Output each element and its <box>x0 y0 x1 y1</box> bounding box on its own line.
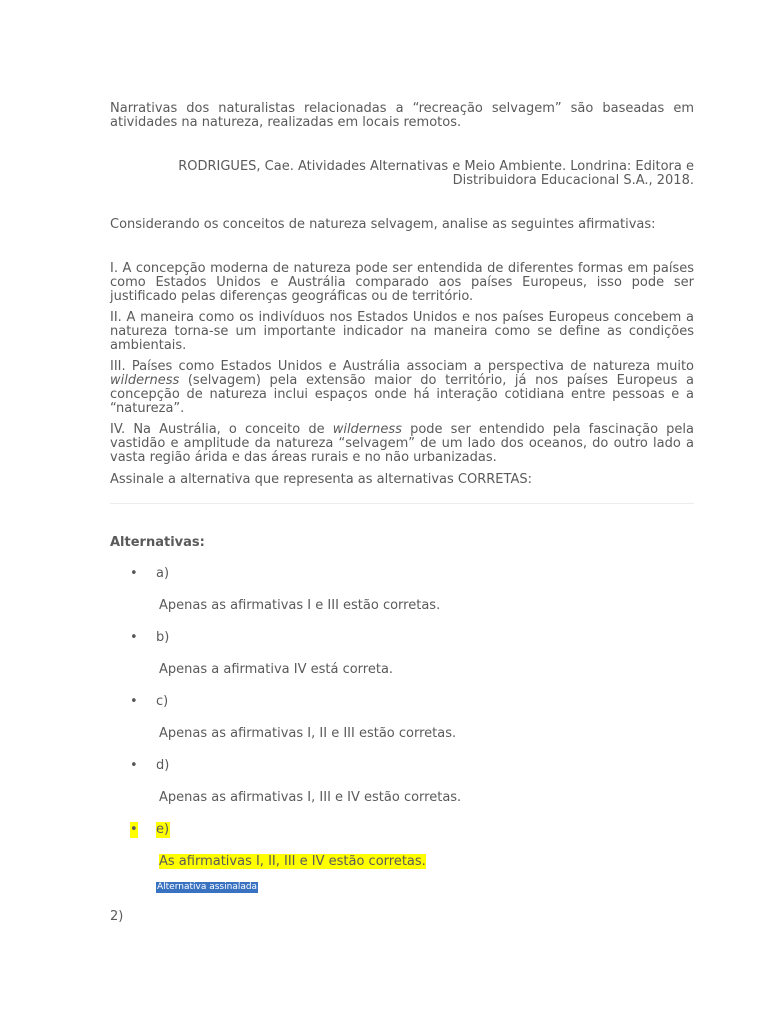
instruction-text: Assinale a alternativa que representa as alternativas CORRETAS: <box>110 472 532 487</box>
statement-3-emphasis: wilderness <box>110 373 180 388</box>
alternative-text: Apenas as afirmativas I, III e IV estão corretas. <box>159 790 462 805</box>
statement-4-emphasis: wilderness <box>332 422 402 437</box>
alternatives-title: Alternativas: <box>110 535 205 550</box>
alternative-d-letter-row <box>110 758 694 774</box>
statement-3-post: (selvagem) pela extensão maior do território, já nos países Europeus a concepção de natureza inclui espaços onde há interação cotidiana entre pessoas e a “natureza”. <box>110 373 694 416</box>
alternative-e-letter-row <box>110 822 694 838</box>
alternative-d[interactable] <box>110 758 694 806</box>
alternative-letter: a) <box>156 566 170 581</box>
citation <box>110 160 694 188</box>
citation-line-2: Distribuidora Educacional S.A., 2018. <box>452 173 694 188</box>
alternative-b-letter-row <box>110 630 694 646</box>
statement-3 <box>110 360 694 416</box>
alternative-text: Apenas a afirmativa IV está correta. <box>159 662 394 677</box>
citation-line-1: RODRIGUES, Cae. Atividades Alternativas e Meio Ambiente. Londrina: Editora e <box>178 159 694 174</box>
alternative-letter: d) <box>156 758 170 773</box>
statement-4-post: pode ser entendido pela fascinação pela vastidão e amplitude da natureza “selvagem” de um lado dos oceanos, do outro lado a vasta região árida e das áreas rurais e no não urbanizadas. <box>110 422 694 465</box>
statement-4 <box>110 423 694 465</box>
alternative-a[interactable] <box>110 566 694 614</box>
question-intro: Narrativas dos naturalistas relacionadas a “recreação selvagem” são baseadas em atividades na natureza, realizadas em locais remotos. <box>110 101 694 130</box>
alternative-e-text: As afirmativas I, II, III e IV estão corretas. <box>159 854 426 869</box>
alternative-text: Apenas as afirmativas I e III estão corretas. <box>159 598 441 613</box>
alternative-text <box>110 854 694 870</box>
statement-1: I. A concepção moderna de natureza pode ser entendida de diferentes formas em países como Estados Unidos e Austrália comparado aos países Europeus, isso pode ser justificado pelas diferenças geográficas ou de território. <box>110 261 694 304</box>
bullet-icon: • <box>130 694 138 709</box>
alternative-e-selected[interactable] <box>110 822 694 893</box>
alternative-text: Apenas as afirmativas I, II e III estão corretas. <box>159 726 457 741</box>
next-question-number: 2) <box>110 909 124 924</box>
statement-2: II. A maneira como os indivíduos nos Estados Unidos e nos países Europeus concebem a natureza torna-se um importante indicador na maneira como se define as condições ambientais. <box>110 310 694 353</box>
statement-4-pre: IV. Na Austrália, o conceito de <box>110 422 333 437</box>
consider-text: Considerando os conceitos de natureza selvagem, analise as seguintes afirmativas: <box>110 217 656 232</box>
alternative-a-letter-row <box>110 566 694 582</box>
alternative-b[interactable] <box>110 630 694 678</box>
selected-alternative-badge: Alternativa assinalada <box>157 882 258 892</box>
alternative-c[interactable] <box>110 694 694 742</box>
alternative-c-letter-row <box>110 694 694 710</box>
statement-3-pre: III. Países como Estados Unidos e Austrália associam a perspectiva de natureza muito <box>110 359 694 374</box>
bullet-icon: • <box>130 822 138 837</box>
bullet-icon: • <box>130 566 138 581</box>
question-page <box>110 102 694 925</box>
alternative-letter: c) <box>156 694 169 709</box>
bullet-icon: • <box>130 758 138 773</box>
alternative-letter: b) <box>156 630 170 645</box>
section-divider <box>110 503 694 504</box>
alternatives-list <box>110 566 694 893</box>
bullet-icon: • <box>130 630 138 645</box>
alternative-letter: e) <box>156 822 170 837</box>
